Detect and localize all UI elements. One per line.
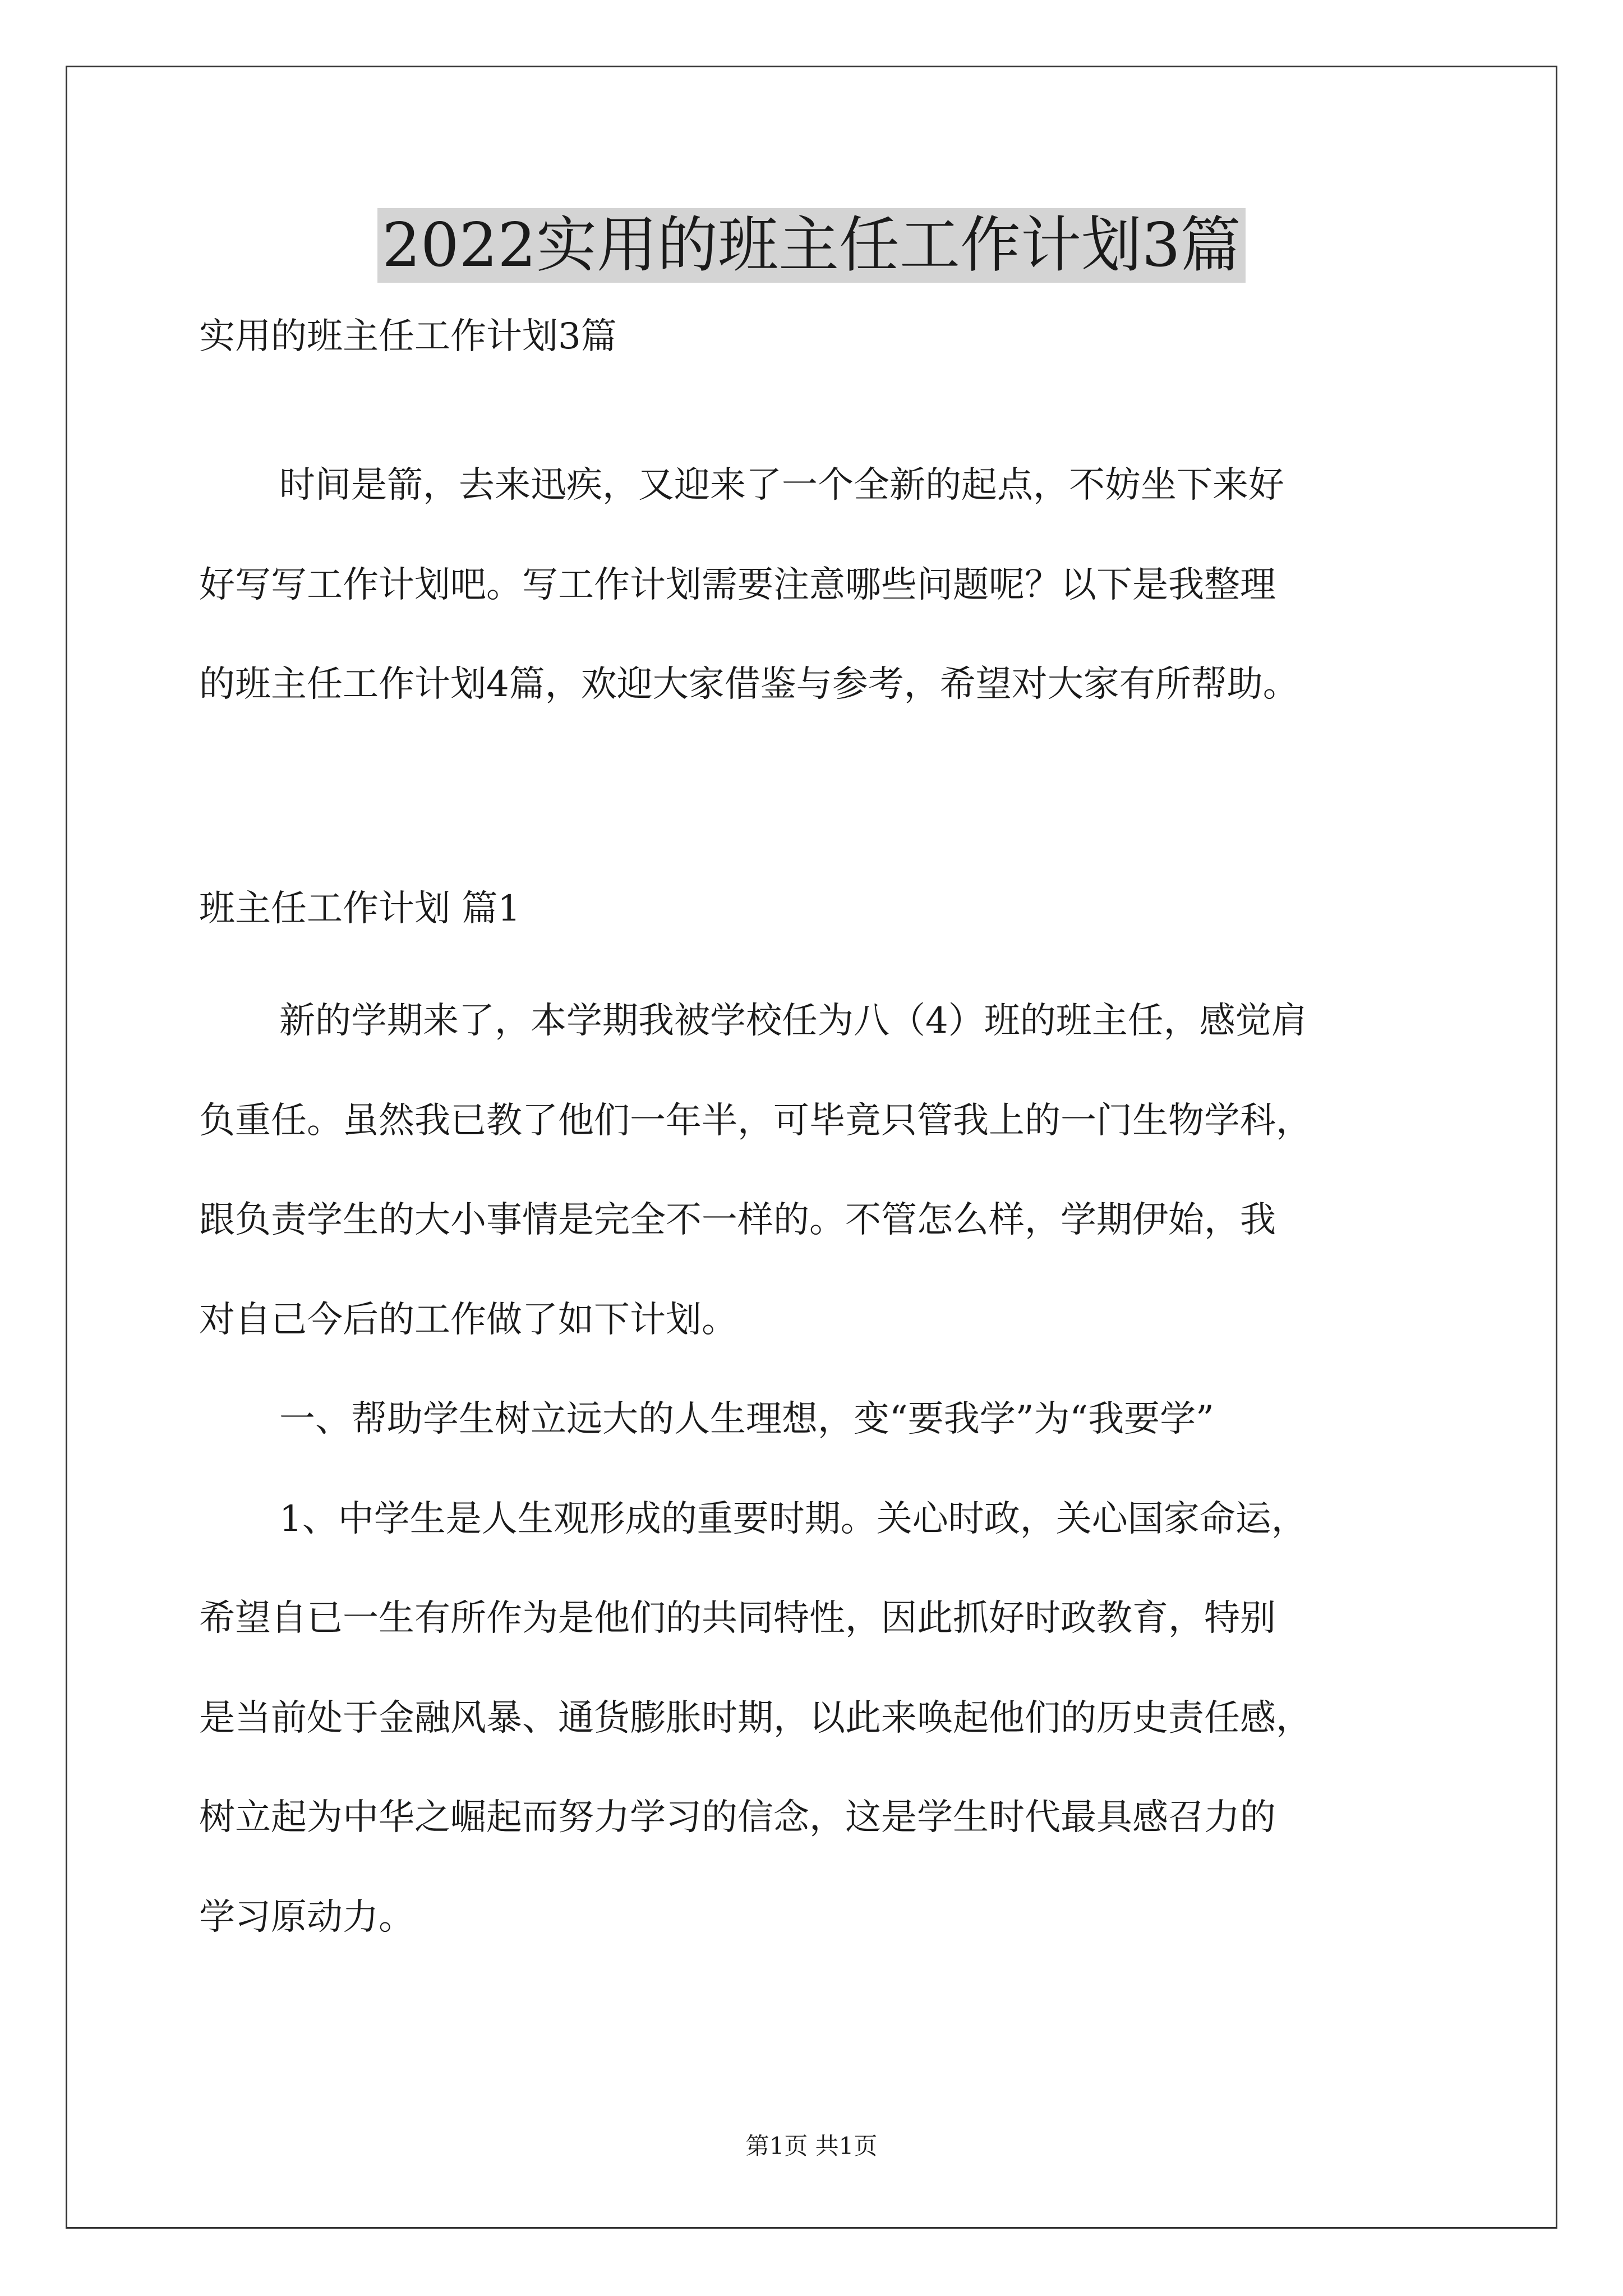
subheading-line: 一、帮助学生树立远大的人生理想，变“要我学”为“我要学” (279, 1398, 1214, 1440)
paragraph-line: 树立起为中华之崛起而努力学习的信念，这是学生时代最具感召力的 (199, 1797, 1276, 1838)
paragraph-line: 学习原动力。 (199, 1897, 414, 1938)
paragraph-line: 对自己今后的工作做了如下计划。 (199, 1299, 737, 1341)
paragraph-line: 好写写工作计划吧。写工作计划需要注意哪些问题呢？以下是我整理 (199, 564, 1276, 606)
document-title-text: 2022实用的班主任工作计划3篇 (377, 208, 1246, 283)
paragraph-line: 时间是箭，去来迅疾，又迎来了一个全新的起点，不妨坐下来好 (279, 464, 1284, 506)
subtitle-line: 实用的班主任工作计划3篇 (199, 316, 617, 357)
paragraph-line: 是当前处于金融风暴、通货膨胀时期，以此来唤起他们的历史责任感， (199, 1697, 1312, 1739)
paragraph-line: 的班主任工作计划4篇，欢迎大家借鉴与参考，希望对大家有所帮助。 (199, 664, 1299, 705)
document-title (0, 206, 1623, 285)
paragraph-line: 新的学期来了，本学期我被学校任为八（4）班的班主任，感觉肩 (279, 1000, 1307, 1042)
paragraph-line: 1、中学生是人生观形成的重要时期。关心时政，关心国家命运， (279, 1498, 1307, 1540)
paragraph-line: 负重任。虽然我已教了他们一年半，可毕竟只管我上的一门生物学科， (199, 1100, 1312, 1142)
paragraph-line: 跟负责学生的大小事情是完全不一样的。不管怎么样，学期伊始，我 (199, 1199, 1276, 1241)
paragraph-line: 希望自已一生有所作为是他们的共同特性，因此抓好时政教育，特别 (199, 1598, 1276, 1639)
page-number-footer: 第1页 共1页 (745, 2132, 878, 2160)
section-heading: 班主任工作计划 篇1 (199, 888, 521, 930)
